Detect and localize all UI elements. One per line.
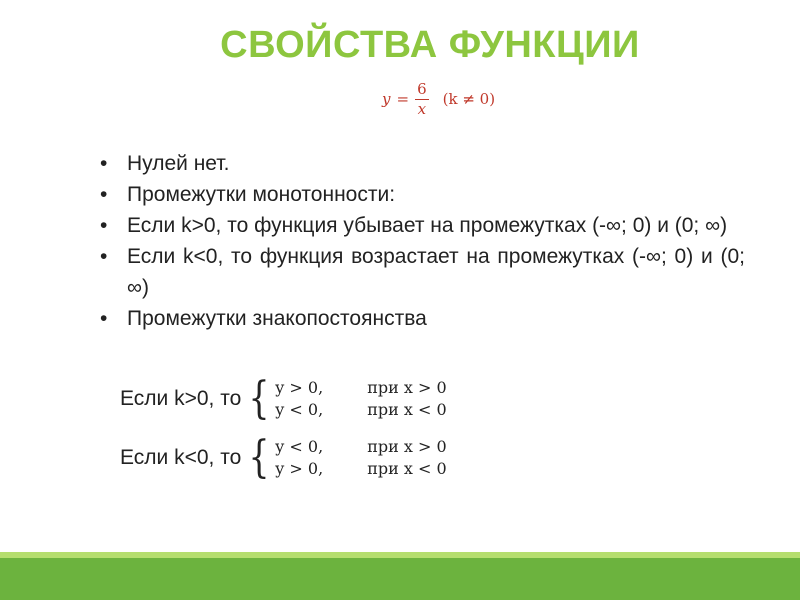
inequality-system [245,373,447,424]
system-rows [275,436,446,480]
sign-case-negative-k [120,432,447,483]
formula-condition: (k ≠ 0) [442,90,496,108]
system-rows [275,377,446,421]
function-formula [382,76,495,122]
list-item-text: Если k>0, то функция убывает на промежутках (-∞; 0) и (0; ∞) [127,214,728,237]
formula-fraction [415,79,429,118]
system-row [275,458,446,480]
list-item [100,241,745,303]
formula-numerator: 6 [417,79,427,98]
footer-stripe-dark [0,558,800,600]
list-item-text: Если k<0, то функция возрастает на промежутках (-∞; 0) и (0; ∞) [127,245,745,299]
system-row [275,399,446,421]
brace-symbol: { [248,373,270,424]
system-row-domain: при x < 0 [367,400,447,419]
system-row-domain: при x > 0 [367,378,447,397]
bullet-marker: • [100,214,108,237]
properties-list [100,148,745,334]
bullet-marker: • [100,245,108,268]
list-item [100,303,745,334]
brace-symbol: { [248,432,270,483]
list-item-text: Промежутки знакопостоянства [127,307,427,330]
list-item [100,179,745,210]
formula-denominator: x [417,99,427,118]
system-row-condition: y > 0, [275,459,324,478]
list-item [100,148,745,179]
system-row-condition: y < 0, [275,437,324,456]
inequality-system [245,432,447,483]
system-row-domain: при x > 0 [367,437,447,456]
system-row-domain: при x < 0 [367,459,447,478]
system-row [275,377,446,399]
formula-y: y [382,90,391,108]
list-item-text: Промежутки монотонности: [127,183,396,206]
bullet-marker: • [100,307,108,330]
system-row-condition: y > 0, [275,378,324,397]
case-label: Если k>0, то [120,387,242,410]
list-item [100,210,745,241]
slide-title: СВОЙСТВА ФУНКЦИИ [220,24,640,66]
list-item-text: Нулей нет. [127,152,230,175]
sign-case-positive-k [120,373,447,424]
system-row [275,436,446,458]
bullet-marker: • [100,183,108,206]
case-label: Если k<0, то [120,446,242,469]
formula-equals: = [396,90,410,108]
bullet-marker: • [100,152,108,175]
system-row-condition: y < 0, [275,400,324,419]
